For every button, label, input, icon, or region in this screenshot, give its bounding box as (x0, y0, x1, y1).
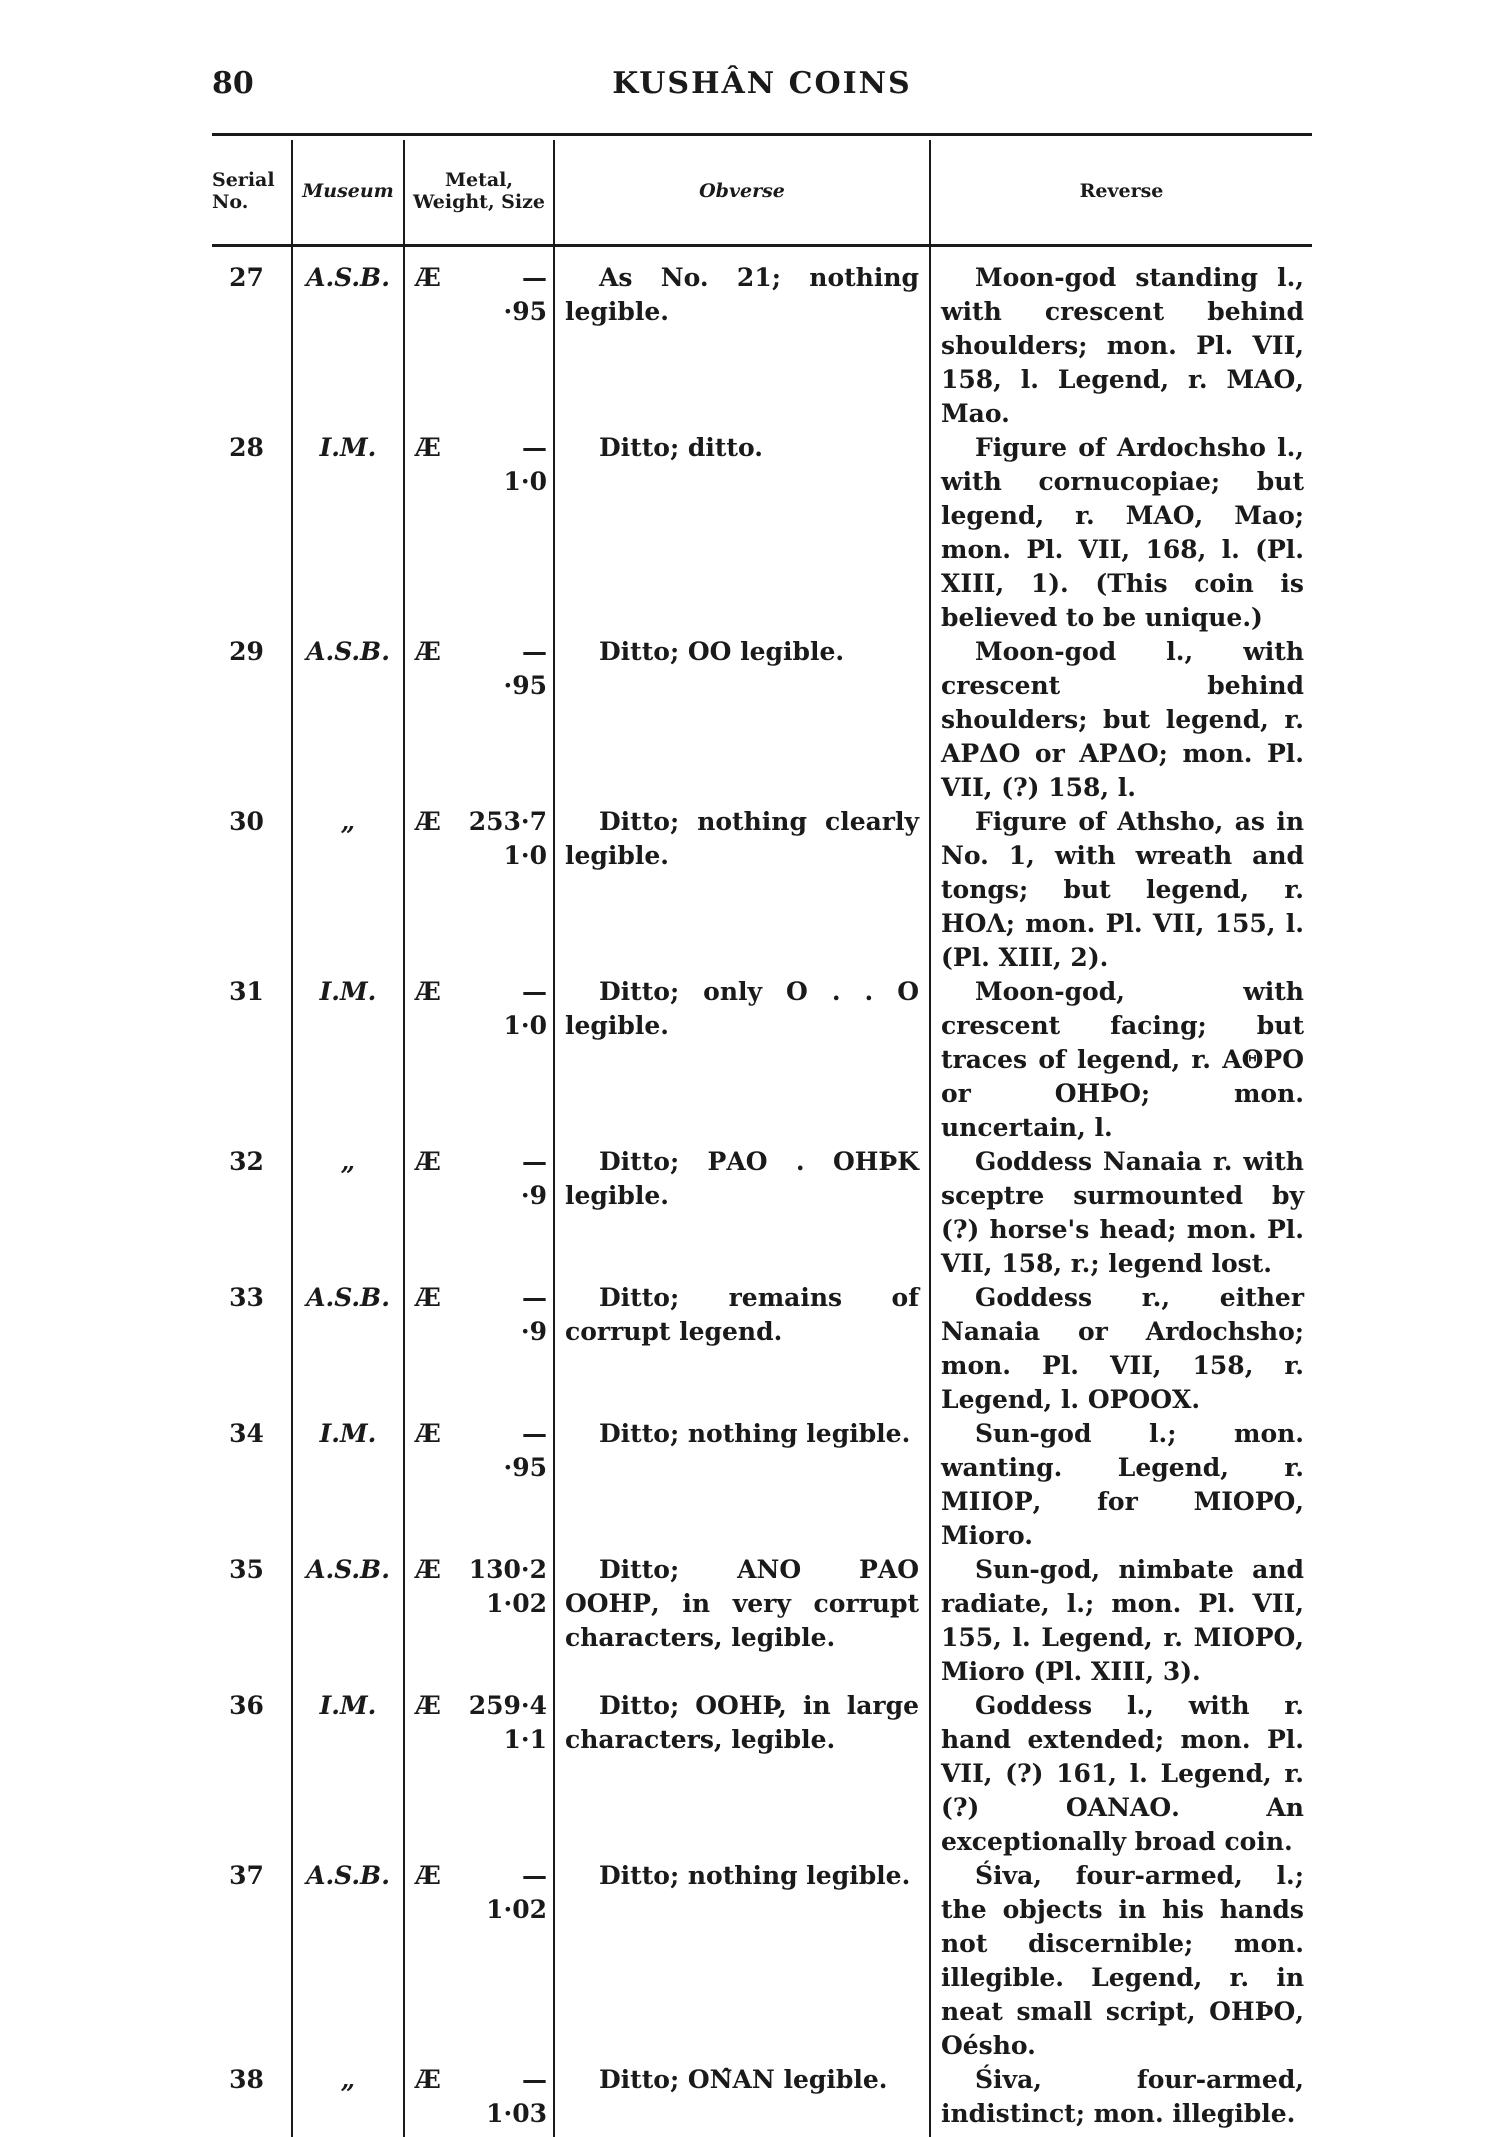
obverse-text: As No. 21; nothing legible. (565, 261, 919, 329)
page-header (212, 66, 1312, 114)
metal-cell (404, 1553, 554, 1689)
weight-value: — (486, 1859, 547, 1893)
table-body (212, 246, 1312, 2137)
metal-cell (404, 1281, 554, 1417)
table-row (212, 1281, 1312, 1417)
reverse-cell (930, 805, 1312, 975)
reverse-cell (930, 635, 1312, 805)
serial-cell: 28 (212, 431, 292, 635)
reverse-cell (930, 1553, 1312, 1689)
museum-cell: I.M. (292, 431, 404, 635)
reverse-cell (930, 1145, 1312, 1281)
metal-value: Æ (415, 1553, 441, 1621)
header-obverse: Obverse (554, 140, 930, 246)
museum-cell: „ (292, 805, 404, 975)
obverse-text: Ditto; ΟΟΗÞ, in large characters, legible. (565, 1689, 919, 1757)
serial-cell: 27 (212, 246, 292, 432)
metal-cell (404, 2063, 554, 2137)
table-row (212, 1859, 1312, 2063)
metal-cell (404, 431, 554, 635)
obverse-text: Ditto; OO legible. (565, 635, 919, 669)
reverse-text: Śiva, four-armed, indistinct; mon. illegible. (941, 2063, 1304, 2131)
size-value: 1·1 (469, 1723, 547, 1757)
reverse-text: Moon-god, with crescent facing; but traces of legend, r. ΑΘΡΟ or ΟΗÞΟ; mon. uncertain, l. (941, 975, 1304, 1145)
serial-cell: 34 (212, 1417, 292, 1553)
serial-cell: 37 (212, 1859, 292, 2063)
reverse-text: Figure of Athsho, as in No. 1, with wreath and tongs; but legend, r. ΗΟΛ; mon. Pl. VII, 155, l. (Pl. XIII, 2). (941, 805, 1304, 975)
museum-cell: „ (292, 1145, 404, 1281)
metal-cell (404, 1859, 554, 2063)
reverse-text: Moon-god l., with crescent behind shoulders; but legend, r. ΑΡΔΟ or ΑΡΔΟ; mon. Pl. VII, (?) 158, l. (941, 635, 1304, 805)
obverse-cell (554, 1553, 930, 1689)
reverse-cell (930, 1689, 1312, 1859)
museum-cell: I.M. (292, 975, 404, 1145)
reverse-text: Goddess r., either Nanaia or Ardochsho; mon. Pl. VII, 158, r. Legend, l. ΟΡΟΟΧ. (941, 1281, 1304, 1417)
metal-cell (404, 1145, 554, 1281)
table-row (212, 635, 1312, 805)
metal-cell (404, 805, 554, 975)
size-value: 1·0 (504, 1009, 548, 1043)
weight-value: 253·7 (469, 805, 547, 839)
table-row (212, 2063, 1312, 2137)
serial-cell: 31 (212, 975, 292, 1145)
museum-cell: I.M. (292, 1689, 404, 1859)
header-metal: Metal, Weight, Size (404, 140, 554, 246)
weight-value: — (504, 635, 548, 669)
obverse-text: Ditto; nothing clearly legible. (565, 805, 919, 873)
museum-cell: A.S.B. (292, 246, 404, 432)
weight-value: — (521, 1281, 547, 1315)
obverse-cell (554, 1145, 930, 1281)
size-value: ·95 (504, 669, 548, 703)
size-value: 1·0 (469, 839, 547, 873)
table-row (212, 246, 1312, 432)
metal-value: Æ (415, 2063, 441, 2131)
obverse-text: Ditto; ΟΝ̂ΑΝ legible. (565, 2063, 919, 2097)
coin-catalogue-table (212, 140, 1312, 2137)
serial-cell: 36 (212, 1689, 292, 1859)
reverse-cell (930, 1417, 1312, 1553)
reverse-text: Śiva, four-armed, l.; the objects in his hands not discernible; mon. illegible. Legend, r. in neat small script, ΟΗÞΟ, Oésho. (941, 1859, 1304, 2063)
header-museum: Museum (292, 140, 404, 246)
size-value: 1·02 (486, 1893, 547, 1927)
metal-value: Æ (415, 1281, 441, 1349)
obverse-text: Ditto; remains of corrupt legend. (565, 1281, 919, 1349)
museum-cell: „ (292, 2063, 404, 2137)
table-row (212, 1689, 1312, 1859)
reverse-cell (930, 431, 1312, 635)
obverse-text: Ditto; nothing legible. (565, 1417, 919, 1451)
reverse-cell (930, 1859, 1312, 2063)
metal-cell (404, 1417, 554, 1553)
metal-value: Æ (415, 975, 441, 1043)
size-value: 1·02 (469, 1587, 547, 1621)
weight-value: 130·2 (469, 1553, 547, 1587)
size-value: ·95 (504, 295, 548, 329)
size-value: 1·0 (504, 465, 548, 499)
reverse-cell (930, 2063, 1312, 2137)
size-value: ·9 (521, 1179, 547, 1213)
obverse-cell (554, 1859, 930, 2063)
table-row (212, 805, 1312, 975)
page-number: 80 (212, 66, 254, 101)
header-serial: Serial No. (212, 140, 292, 246)
obverse-cell (554, 246, 930, 432)
metal-value: Æ (415, 805, 441, 873)
obverse-cell (554, 805, 930, 975)
reverse-cell (930, 1281, 1312, 1417)
table-row (212, 1553, 1312, 1689)
obverse-cell (554, 2063, 930, 2137)
reverse-text: Figure of Ardochsho l., with cornucopiae; but legend, r. ΜΑΟ, Mao; mon. Pl. VII, 168, l. (Pl. XIII, 1). (This coin is believed to be unique.) (941, 431, 1304, 635)
page-title: KUSHÂN COINS (212, 66, 1312, 101)
obverse-text: Ditto; ΑΝΟ ΡΑΟ ΟΟΗΡ, in very corrupt characters, legible. (565, 1553, 919, 1655)
metal-cell (404, 246, 554, 432)
museum-cell: A.S.B. (292, 1553, 404, 1689)
serial-cell: 32 (212, 1145, 292, 1281)
metal-value: Æ (415, 1145, 441, 1213)
metal-cell (404, 635, 554, 805)
obverse-cell (554, 975, 930, 1145)
obverse-cell (554, 1417, 930, 1553)
serial-cell: 35 (212, 1553, 292, 1689)
reverse-text: Goddess l., with r. hand extended; mon. Pl. VII, (?) 161, l. Legend, r. (?) ΟΑΝΑΟ. An exceptionally broad coin. (941, 1689, 1304, 1859)
reverse-cell (930, 975, 1312, 1145)
weight-value: — (504, 261, 548, 295)
museum-cell: I.M. (292, 1417, 404, 1553)
reverse-text: Moon-god standing l., with crescent behind shoulders; mon. Pl. VII, 158, l. Legend, r. ΜΑΟ, Mao. (941, 261, 1304, 431)
serial-cell: 33 (212, 1281, 292, 1417)
obverse-text: Ditto; ΡΑΟ . ΟΗÞΚ legible. (565, 1145, 919, 1213)
museum-cell: A.S.B. (292, 635, 404, 805)
weight-value: — (504, 431, 548, 465)
table-row (212, 431, 1312, 635)
obverse-cell (554, 1689, 930, 1859)
museum-cell: A.S.B. (292, 1281, 404, 1417)
obverse-cell (554, 1281, 930, 1417)
weight-value: — (486, 2063, 547, 2097)
metal-value: Æ (415, 1417, 441, 1485)
size-value: 1·03 (486, 2097, 547, 2131)
obverse-cell (554, 431, 930, 635)
obverse-text: Ditto; nothing legible. (565, 1859, 919, 1893)
size-value: ·95 (504, 1451, 548, 1485)
weight-value: — (521, 1145, 547, 1179)
reverse-text: Sun-god, nimbate and radiate, l.; mon. Pl. VII, 155, l. Legend, r. ΜΙΟΡΟ, Mioro (Pl. XIII, 3). (941, 1553, 1304, 1689)
reverse-cell (930, 246, 1312, 432)
metal-value: Æ (415, 1859, 441, 1927)
header-reverse: Reverse (930, 140, 1312, 246)
serial-cell: 29 (212, 635, 292, 805)
weight-value: — (504, 1417, 548, 1451)
serial-cell: 38 (212, 2063, 292, 2137)
header-rule (212, 133, 1312, 136)
reverse-text: Goddess Nanaia r. with sceptre surmounted by (?) horse's head; mon. Pl. VII, 158, r.; legend lost. (941, 1145, 1304, 1281)
weight-value: — (504, 975, 548, 1009)
table-row (212, 1145, 1312, 1281)
metal-value: Æ (415, 261, 441, 329)
weight-value: 259·4 (469, 1689, 547, 1723)
metal-cell (404, 975, 554, 1145)
obverse-text: Ditto; ditto. (565, 431, 919, 465)
obverse-cell (554, 635, 930, 805)
metal-value: Æ (415, 431, 441, 499)
metal-value: Æ (415, 1689, 441, 1757)
metal-cell (404, 1689, 554, 1859)
table-row (212, 975, 1312, 1145)
museum-cell: A.S.B. (292, 1859, 404, 2063)
table-header-row (212, 140, 1312, 246)
serial-cell: 30 (212, 805, 292, 975)
reverse-text: Sun-god l.; mon. wanting. Legend, r. ΜΙΙΟΡ, for ΜΙΟΡΟ, Mioro. (941, 1417, 1304, 1553)
metal-value: Æ (415, 635, 441, 703)
obverse-text: Ditto; only O . . O legible. (565, 975, 919, 1043)
size-value: ·9 (521, 1315, 547, 1349)
table-row (212, 1417, 1312, 1553)
